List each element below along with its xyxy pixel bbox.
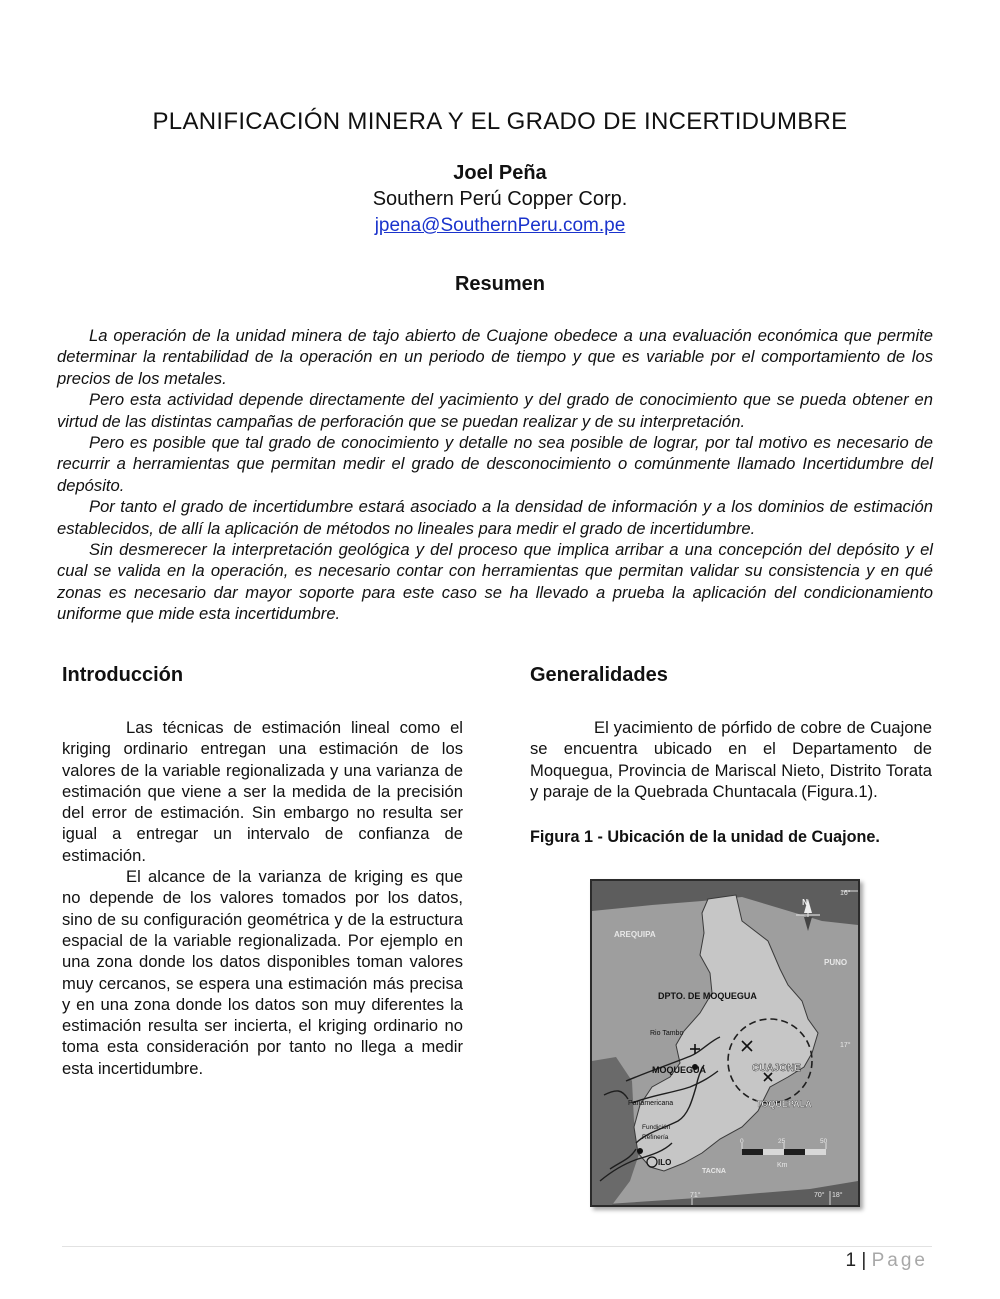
map-label-rio-tambo: Rio Tambo — [650, 1030, 684, 1037]
author-email-link[interactable]: jpena@SouthernPeru.com.pe — [374, 215, 626, 236]
introduction-section — [62, 664, 463, 1079]
abstract-body — [57, 325, 933, 625]
author-name: Joel Peña — [453, 162, 547, 184]
abstract-paragraph: Sin desmerecer la interpretación geológica y del proceso que implica arribar a una concepción del depósito y el cual se valida en la operación, es necesario contar con herramientas que permitan validar su consistencia y en qué zonas es necesario dar mayor soporte para este caso se ha llevado a prueba la aplicación del condicionamiento uniforme que mide esta incertidumbre. — [57, 540, 933, 624]
generalidades-paragraph: El yacimiento de pórfido de cobre de Cuajone se encuentra ubicado en el Departamento de Moquegua, Provincia de Mariscal Nieto, Distrito Torata y paraje de la Quebrada Chuntacala (Figura.1). — [530, 718, 932, 801]
abstract-paragraph: Por tanto el grado de incertidumbre estará asociado a la densidad de información y a los dominios de estimación establecidos, de allí la aplicación de métodos no lineales para medir el grado de incertidumbre. — [57, 497, 933, 538]
page-number: 1 — [845, 1250, 857, 1271]
map-label-cuajone: CUAJONE — [752, 1063, 801, 1074]
page-separator: | — [861, 1250, 867, 1271]
introduction-paragraph: El alcance de la varianza de kriging es que no depende de los valores tomados por los datos, sino de su configuración geométrica y de la estructura espacial de la variable regionalizada. Por ejemplo en una zona donde los datos disponibles toman valores muy cercanos, se espera una estimación más precisa y en una zona donde los datos son muy diferentes la estimación resulta ser incierta, el kriging ordinario no toma esta consideración por tanto no llega a medir esta incertidumbre. — [62, 867, 463, 1078]
footer-divider — [62, 1246, 932, 1247]
map-label-refineria: Refinería — [642, 1134, 669, 1141]
map-lat-label: 16° — [840, 890, 851, 897]
generalidades-heading: Generalidades — [530, 664, 668, 686]
map-label-toquepala: TOQUEPALA — [756, 1099, 812, 1109]
map-label-panamericana: Panamericana — [628, 1100, 674, 1107]
map-label-puno: PUNO — [824, 958, 848, 967]
introduction-paragraph: Las técnicas de estimación lineal como el kriging ordinario entregan una estimación de los valores de la variable regionalizada y una varianza de estimación que viene a ser la medida de la precisión del error de estimación. Sin embargo no resulta ser igual a entregar un intervalo de confianza de estimación. — [62, 718, 463, 865]
map-scale-tick: 0 — [740, 1138, 744, 1145]
map-scale-tick: 50 — [820, 1138, 828, 1145]
map-north-label: N — [802, 898, 808, 907]
abstract-paragraph: Pero es posible que tal grado de conocimiento y detalle no sea posible de lograr, por tal motivo es necesario de recurrir a herramientas que permitan medir el grado de desconocimiento o comúnmente llamado Incertidumbre del depósito. — [57, 433, 933, 495]
map-lat-label: 17° — [840, 1042, 851, 1049]
map-label-ilo: ILO — [658, 1158, 672, 1167]
map-scale-unit: Km — [777, 1162, 788, 1169]
map-label-tacna: TACNA — [702, 1168, 726, 1175]
figure-caption: Figura 1 - Ubicación de la unidad de Cuajone. — [530, 828, 880, 847]
map-label-moquegua: MOQUEGUA — [652, 1065, 706, 1075]
location-map-figure — [590, 879, 860, 1207]
map-label-department: DPTO. DE MOQUEGUA — [658, 991, 757, 1001]
abstract-paragraph: La operación de la unidad minera de tajo abierto de Cuajone obedece a una evaluación económica que permite determinar la rentabilidad de la operación en un periodo de tiempo y que es variable por el comportamiento de los precios de los metales. — [57, 326, 933, 388]
generalidades-section — [530, 664, 932, 847]
abstract-heading: Resumen — [454, 273, 546, 295]
map-label-fundicion: Fundición — [642, 1124, 671, 1131]
page-word: Page — [871, 1250, 928, 1271]
page-footer — [846, 1250, 928, 1272]
map-lat-label: 18° — [832, 1192, 843, 1199]
location-map — [592, 881, 858, 1205]
paper-title: PLANIFICACIÓN MINERA Y EL GRADO DE INCERTIDUMBRE — [152, 108, 848, 135]
introduction-heading: Introducción — [62, 664, 184, 686]
map-label-arequipa: AREQUIPA — [614, 930, 656, 939]
abstract-paragraph: Pero esta actividad depende directamente del yacimiento y del grado de conocimiento que se pueda obtener en virtud de las distintas campañas de perforación que se puedan realizar y de su interpretación. — [57, 390, 933, 431]
map-lon-label: 70° — [814, 1192, 825, 1199]
map-lon-label: 71° — [690, 1192, 701, 1199]
map-scale-tick: 25 — [778, 1138, 786, 1145]
author-affiliation: Southern Perú Copper Corp. — [372, 188, 628, 210]
